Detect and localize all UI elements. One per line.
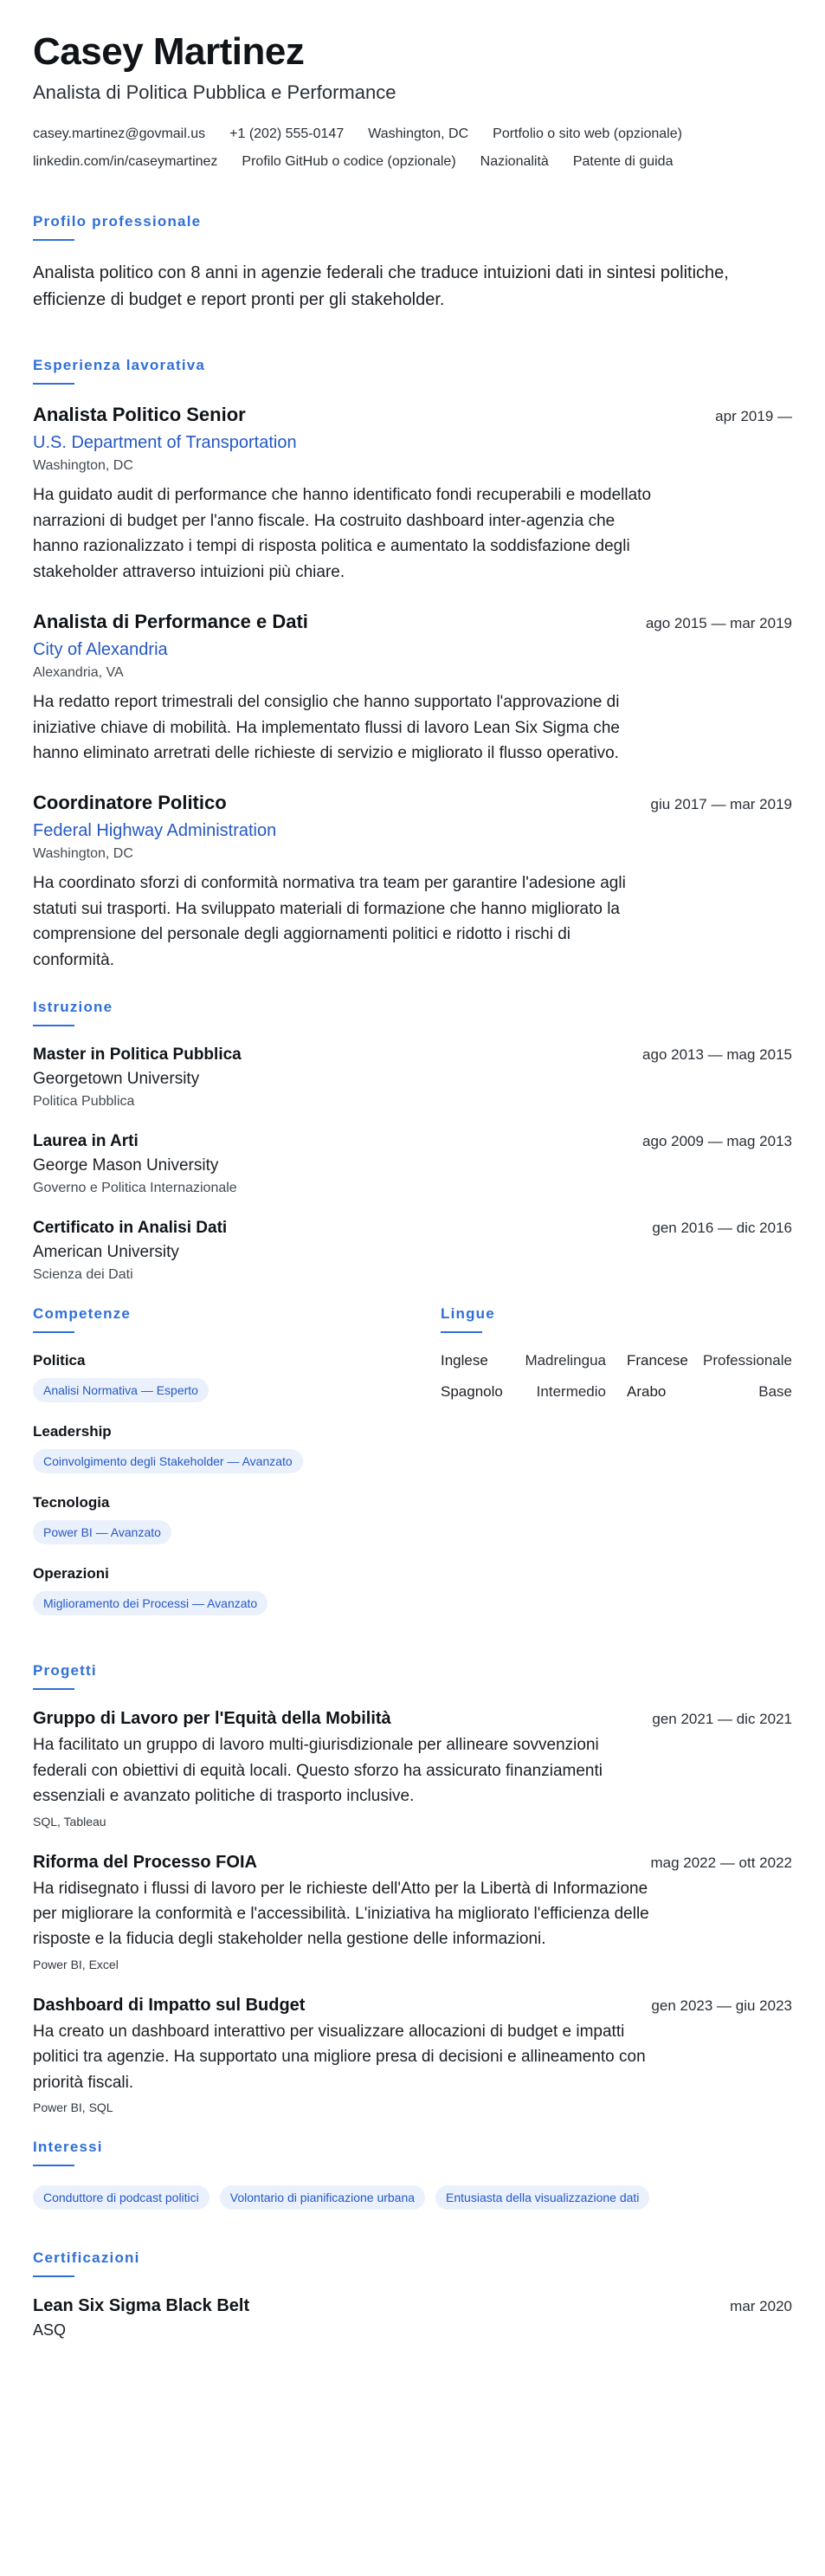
section-divider [33, 2275, 74, 2277]
section-divider [33, 239, 74, 241]
degree-name: Master in Politica Pubblica [33, 1045, 242, 1065]
job-location: Washington, DC [33, 458, 133, 474]
project-description: Ha facilitato un gruppo di lavoro multi-giurisdizionale per allineare sovvenzioni federali con obiettivi di equità locali. Questo sforzo ha assicurato finanziamenti essenziali e avanzato politiche di trasporto inclusive. [33, 1736, 603, 1806]
project-dates: mag 2022 — ott 2022 [650, 1854, 792, 1871]
projects-section [33, 1662, 792, 2114]
degree-name: Laurea in Arti [33, 1132, 139, 1151]
section-divider [33, 1331, 74, 1333]
education-entry [33, 1219, 792, 1283]
section-title: Progetti [33, 1662, 97, 1680]
language-item [441, 1383, 606, 1401]
project-name: Dashboard di Impatto sul Budget [33, 1995, 306, 2015]
skill-pill: Miglioramento dei Processi — Avanzato [33, 1591, 267, 1615]
project-entry [33, 1709, 792, 1828]
section-divider [441, 1331, 482, 1333]
field-of-study: Scienza dei Dati [33, 1267, 133, 1283]
skill-category: Tecnologia [33, 1494, 110, 1511]
school-name: Georgetown University [33, 1070, 200, 1089]
skill-category: Operazioni [33, 1565, 109, 1582]
skill-category: Leadership [33, 1423, 112, 1440]
project-tools: Power BI, Excel [33, 1957, 119, 1971]
language-level: Professionale [702, 1352, 792, 1369]
education-dates: ago 2013 — mag 2015 [642, 1046, 792, 1064]
job-dates: giu 2017 — mar 2019 [650, 796, 792, 813]
contact-email[interactable]: casey.martinez@govmail.us [33, 126, 206, 142]
contact-phone[interactable]: +1 (202) 555-0147 [229, 126, 345, 142]
employer-name: U.S. Department of Transportation [33, 433, 297, 453]
section-divider [33, 1688, 74, 1690]
field-of-study: Politica Pubblica [33, 1094, 135, 1110]
language-name: Francese [627, 1352, 688, 1369]
experience-section [33, 357, 792, 973]
experience-entry [33, 404, 792, 585]
project-description: Ha creato un dashboard interattivo per visualizzare allocazioni di budget e impatti politici tra agenzie. Ha supportato una migliore presa di decisioni e allineamento con priorità fiscali. [33, 2022, 646, 2092]
contact-driving-license: Patente di guida [572, 154, 674, 170]
project-tools: Power BI, SQL [33, 2100, 113, 2115]
skill-category: Politica [33, 1352, 86, 1369]
skill-pill: Analisi Normativa — Esperto [33, 1378, 209, 1402]
section-title: Lingue [441, 1305, 495, 1323]
job-dates: apr 2019 — [715, 408, 792, 425]
skill-group [33, 1494, 441, 1544]
skill-group [33, 1565, 441, 1615]
certification-issuer: ASQ [33, 2321, 67, 2340]
profile-section [33, 213, 792, 314]
section-title: Certificazioni [33, 2249, 140, 2267]
contact-list [33, 126, 792, 170]
project-name: Gruppo di Lavoro per l'Equità della Mobilità [33, 1709, 391, 1729]
project-entry [33, 1996, 792, 2114]
project-tools: SQL, Tableau [33, 1814, 106, 1828]
contact-github[interactable]: Profilo GitHub o codice (opzionale) [242, 154, 456, 170]
language-name: Inglese [441, 1352, 488, 1369]
section-title: Interessi [33, 2139, 103, 2156]
section-title: Profilo professionale [33, 213, 202, 230]
skill-pill: Coinvolgimento degli Stakeholder — Avanzato [33, 1449, 303, 1473]
section-title: Esperienza lavorativa [33, 357, 206, 374]
candidate-headline: Analista di Politica Pubblica e Performance [33, 81, 396, 104]
education-section [33, 999, 792, 1283]
language-name: Spagnolo [441, 1383, 503, 1401]
education-dates: ago 2009 — mag 2013 [642, 1133, 792, 1150]
section-divider [33, 383, 74, 385]
project-dates: gen 2021 — dic 2021 [652, 1711, 792, 1728]
profile-summary: Analista politico con 8 anni in agenzie federali che traduce intuizioni dati in sintesi politiche, efficienze di budget e report pronti per gli stakeholder. [33, 263, 729, 310]
interests-section [33, 2139, 792, 2210]
skill-pill: Power BI — Avanzato [33, 1520, 171, 1544]
language-level: Intermedio [536, 1383, 606, 1401]
language-grid [441, 1352, 792, 1401]
interest-pill: Volontario di pianificazione urbana [220, 2185, 425, 2210]
employer-name: Federal Highway Administration [33, 821, 277, 841]
candidate-name: Casey Martinez [33, 30, 305, 73]
skills-languages-row [33, 1305, 792, 1636]
certification-name: Lean Six Sigma Black Belt [33, 2296, 250, 2316]
job-description: Ha coordinato sforzi di conformità normativa tra team per garantire l'adesione agli statuti sui trasporti. Ha sviluppato materiali di formazione che hanno migliorato la comprensione del personale degli aggiornamenti politici e ridotto i rischi di conformità. [33, 874, 626, 969]
project-name: Riforma del Processo FOIA [33, 1852, 257, 1872]
skill-group [33, 1423, 441, 1473]
education-entry [33, 1045, 792, 1110]
degree-name: Certificato in Analisi Dati [33, 1219, 228, 1238]
language-name: Arabo [627, 1383, 667, 1401]
language-item [627, 1383, 792, 1401]
language-item [441, 1352, 606, 1369]
job-title: Analista di Performance e Dati [33, 611, 308, 633]
interest-list [33, 2185, 792, 2210]
certification-date: mar 2020 [730, 2298, 792, 2315]
experience-entry [33, 611, 792, 766]
section-divider [33, 2165, 74, 2166]
resume-header [33, 31, 792, 170]
interest-pill: Conduttore di podcast politici [33, 2185, 209, 2210]
contact-portfolio[interactable]: Portfolio o sito web (opzionale) [493, 126, 682, 142]
employer-name: City of Alexandria [33, 640, 168, 660]
school-name: American University [33, 1243, 179, 1262]
contact-linkedin[interactable]: linkedin.com/in/caseymartinez [33, 154, 218, 170]
field-of-study: Governo e Politica Internazionale [33, 1181, 237, 1196]
project-entry [33, 1853, 792, 1971]
certification-entry [33, 2296, 792, 2340]
language-level: Base [758, 1383, 792, 1401]
languages-section [441, 1305, 792, 1636]
job-title: Coordinatore Politico [33, 792, 227, 814]
certifications-section [33, 2249, 792, 2340]
job-location: Washington, DC [33, 846, 133, 862]
skills-section [33, 1305, 441, 1636]
language-level: Madrelingua [525, 1352, 606, 1369]
contact-location: Washington, DC [368, 126, 469, 142]
job-description: Ha redatto report trimestrali del consiglio che hanno supportato l'approvazione di iniziative chiave di mobilità. Ha implementato flussi di lavoro Lean Six Sigma che hanno eliminato arretrati delle richieste di servizio e migliorato il flusso operativo. [33, 693, 620, 763]
section-title: Istruzione [33, 999, 113, 1016]
contact-nationality: Nazionalità [480, 154, 549, 170]
language-item [627, 1352, 792, 1369]
interest-pill: Entusiasta della visualizzazione dati [435, 2185, 649, 2210]
project-description: Ha ridisegnato i flussi di lavoro per le richieste dell'Atto per la Libertà di Informazione per migliorare la conformità e l'accessibilità. L'iniziativa ha migliorato l'efficienza delle risposte e la fiducia degli stakeholder nella gestione delle informazioni. [33, 1879, 649, 1949]
section-title: Competenze [33, 1305, 132, 1323]
project-dates: gen 2023 — giu 2023 [651, 1997, 792, 2014]
job-dates: ago 2015 — mar 2019 [645, 615, 792, 632]
job-title: Analista Politico Senior [33, 404, 246, 426]
experience-entry [33, 792, 792, 973]
job-description: Ha guidato audit di performance che hanno identificato fondi recuperabili e modellato narrazioni di budget per l'anno fiscale. Ha costruito dashboard inter-agenzia che hanno razionalizzato i tempi di risposta politica e aumentato la soddisfazione degli stakeholder attraverso intuizioni più chiare. [33, 486, 652, 581]
education-entry [33, 1132, 792, 1196]
job-location: Alexandria, VA [33, 665, 124, 681]
education-dates: gen 2016 — dic 2016 [652, 1220, 792, 1237]
school-name: George Mason University [33, 1156, 219, 1175]
section-divider [33, 1025, 74, 1026]
skill-group [33, 1352, 441, 1402]
